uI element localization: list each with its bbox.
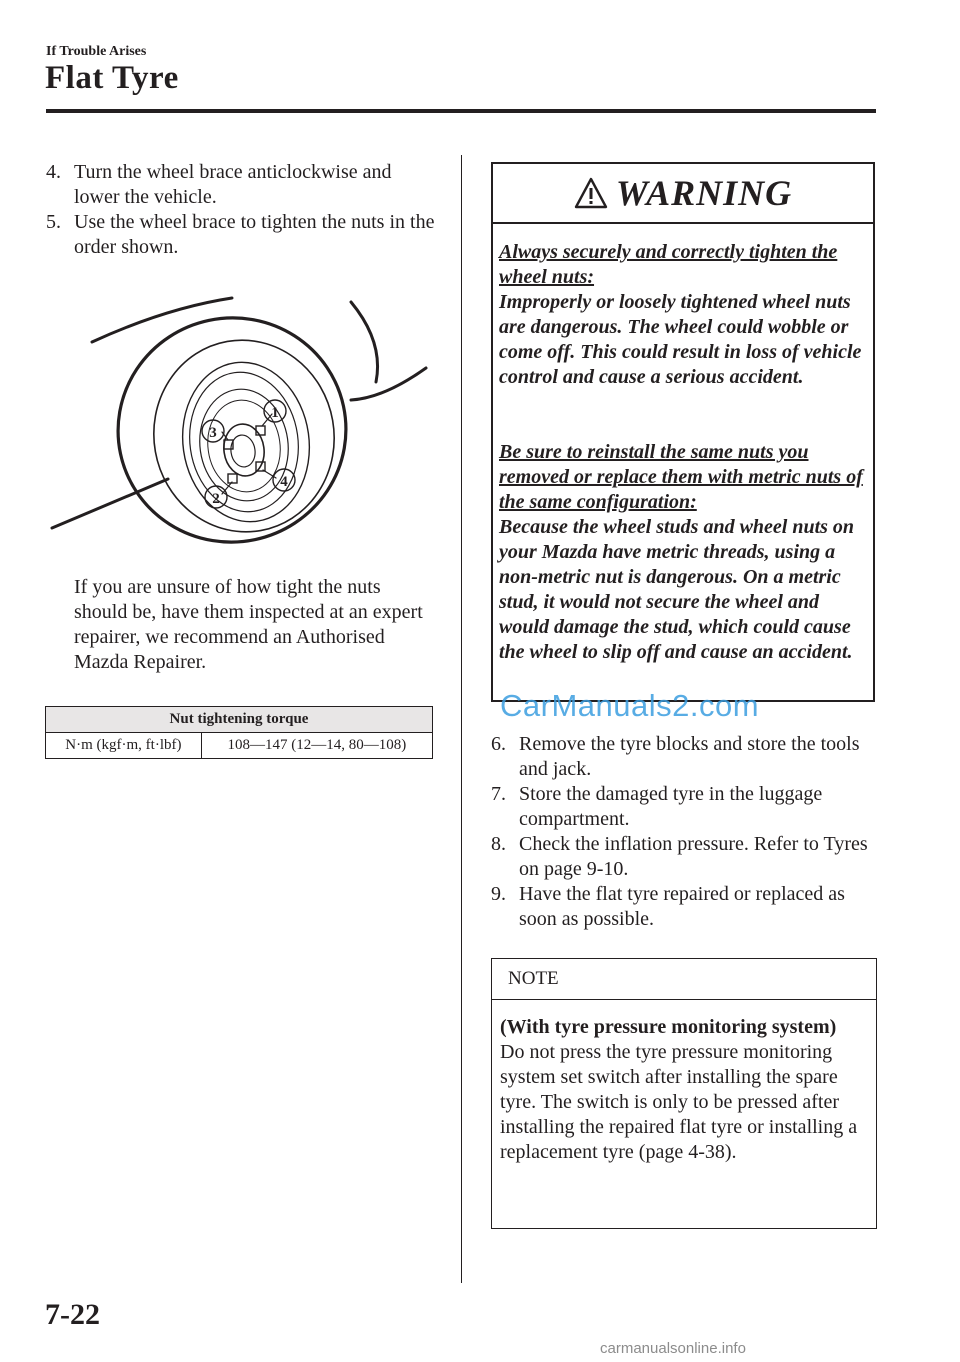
warning-header — [493, 164, 873, 224]
warning-body-2: Because the wheel studs and wheel nuts on your Mazda have metric threads, using a non-metric nut is dangerous. On a metric stud, it would not secure the wheel and would damage the stud, which could cause the wheel to slip off and cause an accident. — [499, 516, 855, 663]
note-body — [500, 1015, 870, 1165]
note-heading: (With tyre pressure monitoring system) — [500, 1016, 837, 1038]
step-7 — [491, 782, 875, 832]
section-label: If Trouble Arises — [46, 44, 147, 59]
warning-paragraph-2 — [499, 440, 871, 665]
step-number: 8. — [491, 833, 506, 855]
step-text: Use the wheel brace to tighten the nuts in the order shown. — [74, 211, 435, 258]
torque-table — [45, 706, 433, 759]
warning-heading-2: Be sure to reinstall the same nuts you removed or replace them with metric nuts of the same configuration: — [499, 441, 863, 513]
step-8 — [491, 832, 875, 882]
step-text: Remove the tyre blocks and store the tools and jack. — [519, 733, 860, 780]
watermark-logo: CarManuals2.com — [500, 688, 760, 723]
warning-box — [491, 162, 875, 702]
table-cell-unit: N·m (kgf·m, ft·lbf) — [46, 733, 202, 759]
nut-order-label-4: 4 — [280, 474, 288, 490]
note-box — [491, 958, 877, 1229]
table-row — [46, 733, 433, 759]
title-rule — [46, 109, 876, 113]
step-number: 7. — [491, 783, 506, 805]
nut-order-label-1: 1 — [271, 405, 279, 421]
page-number: 7-22 — [45, 1298, 100, 1331]
note-header — [492, 959, 876, 1000]
step-text: Turn the wheel brace anticlockwise and lower the vehicle. — [74, 161, 392, 208]
warning-body-1: Improperly or loosely tightened wheel nuts are dangerous. The wheel could wobble or come off. This could result in loss of vehicle control and cause a serious accident. — [499, 291, 862, 388]
step-text: Have the flat tyre repaired or replaced as soon as possible. — [519, 883, 845, 930]
step-text: Check the inflation pressure. Refer to Tyres on page 9-10. — [519, 833, 868, 880]
step-number: 6. — [491, 733, 506, 755]
warning-triangle-icon — [574, 177, 608, 209]
nut-order-label-2: 2 — [212, 491, 220, 507]
step-number: 4. — [46, 161, 61, 183]
table-cell-value: 108—147 (12—14, 80—108) — [201, 733, 432, 759]
step-9 — [491, 882, 875, 932]
table-header: Nut tightening torque — [46, 707, 433, 733]
warning-heading-1: Always securely and correctly tighten the wheel nuts: — [499, 241, 838, 288]
warning-title: WARNING — [615, 173, 793, 213]
table-header-row — [46, 707, 433, 733]
step-6 — [491, 732, 875, 782]
step-text: Store the damaged tyre in the luggage compartment. — [519, 783, 823, 830]
footer-watermark: carmanualsonline.info — [600, 1340, 746, 1357]
wheel-nut-tightening-diagram — [46, 290, 436, 550]
expert-repairer-paragraph: If you are unsure of how tight the nuts should be, have them inspected at an expert repairer, we recommend an Authorised Mazda Repairer. — [74, 576, 423, 673]
note-text: Do not press the tyre pressure monitoring system set switch after installing the spare tyre. The switch is only to be pressed after installing the repaired flat tyre or installing a replacement tyre (page 4-38). — [500, 1041, 858, 1163]
step-number: 5. — [46, 211, 61, 233]
column-divider — [461, 155, 462, 1283]
page-title: Flat Tyre — [45, 60, 179, 96]
step-number: 9. — [491, 883, 506, 905]
warning-paragraph-1 — [499, 240, 871, 390]
note-label: NOTE — [508, 968, 559, 989]
nut-order-label-3: 3 — [209, 425, 217, 441]
step-4 — [46, 160, 436, 210]
step-5 — [46, 210, 436, 260]
